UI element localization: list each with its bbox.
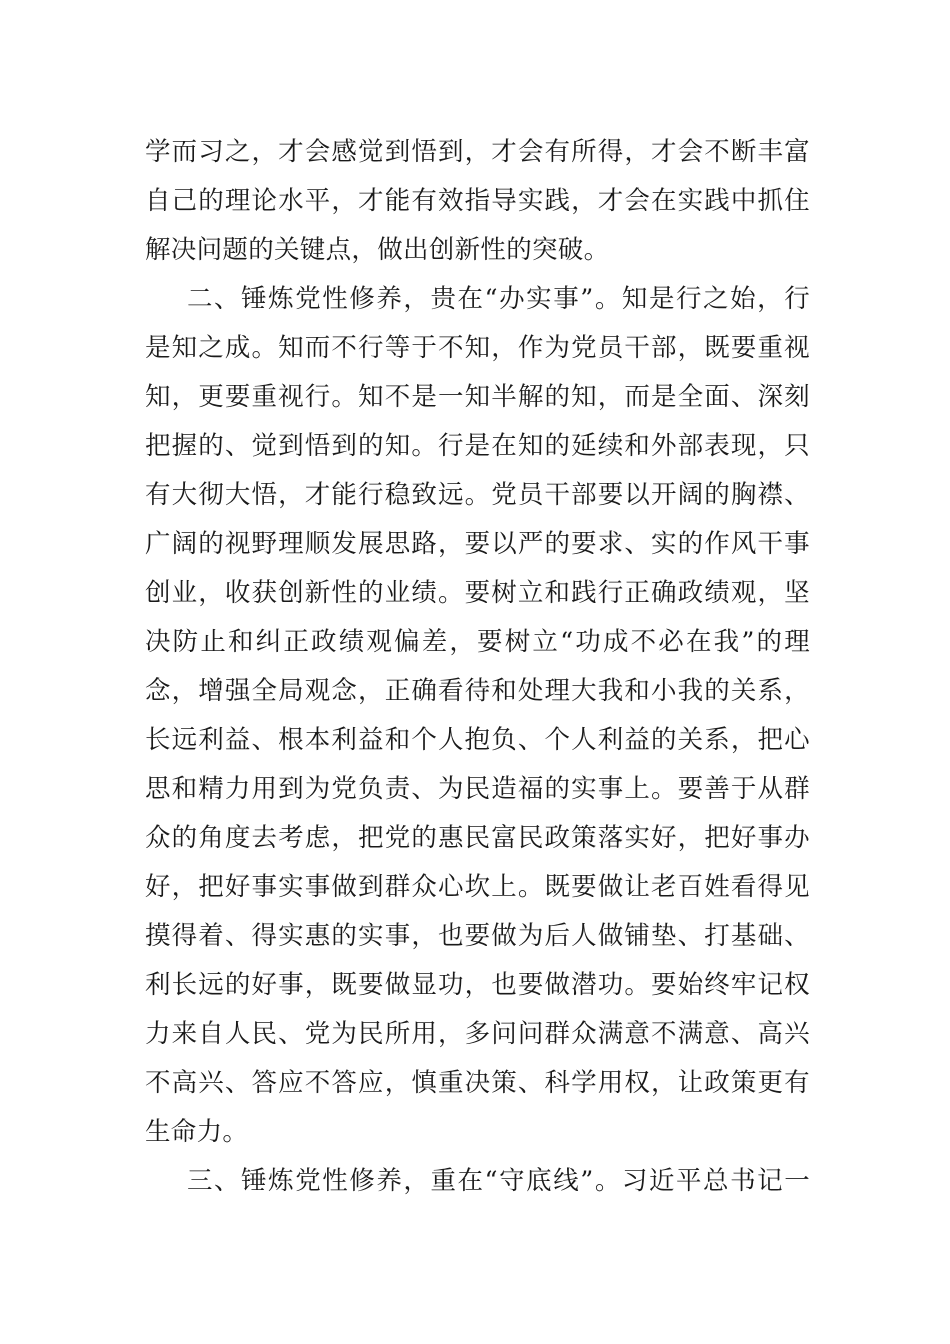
text-line: 三、锤炼党性修养，重在“守底线”。习近平总书记一 <box>187 1166 810 1196</box>
text-line: 摸得着、得实惠的实事，也要做为后人做铺垫、打基础、 <box>145 921 810 951</box>
text-line: 是知之成。知而不行等于不知，作为党员干部，既要重视 <box>145 333 810 363</box>
text-line: 知，更要重视行。知不是一知半解的知，而是全面、深刻 <box>145 382 810 412</box>
text-line: 学而习之，才会感觉到悟到，才会有所得，才会不断丰富 <box>145 137 810 167</box>
text-line: 决防止和纠正政绩观偏差，要树立“功成不必在我”的理 <box>145 627 810 657</box>
text-line: 不高兴、答应不答应，慎重决策、科学用权，让政策更有 <box>145 1068 810 1098</box>
text-line: 好，把好事实事做到群众心坎上。既要做让老百姓看得见 <box>145 872 810 902</box>
text-line: 生命力。 <box>145 1117 249 1147</box>
text-line: 利长远的好事，既要做显功，也要做潜功。要始终牢记权 <box>145 970 810 1000</box>
text-line: 解决问题的关键点，做出创新性的突破。 <box>145 235 610 265</box>
text-line: 有大彻大悟，才能行稳致远。党员干部要以开阔的胸襟、 <box>145 480 810 510</box>
text-line: 广阔的视野理顺发展思路，要以严的要求、实的作风干事 <box>145 529 810 559</box>
text-line: 念，增强全局观念，正确看待和处理大我和小我的关系， <box>145 676 810 706</box>
text-line: 把握的、觉到悟到的知。行是在知的延续和外部表现，只 <box>145 431 810 461</box>
text-line: 众的角度去考虑，把党的惠民富民政策落实好，把好事办 <box>145 823 810 853</box>
body-text <box>145 128 810 1206</box>
text-line: 长远利益、根本利益和个人抱负、个人利益的关系，把心 <box>145 725 810 755</box>
text-line: 二、锤炼党性修养，贵在“办实事”。知是行之始，行 <box>187 284 810 314</box>
text-line: 思和精力用到为党负责、为民造福的实事上。要善于从群 <box>145 774 810 804</box>
text-line: 力来自人民、党为民所用，多问问群众满意不满意、高兴 <box>145 1019 810 1049</box>
text-line: 自己的理论水平，才能有效指导实践，才会在实践中抓住 <box>145 186 810 216</box>
text-line: 创业，收获创新性的业绩。要树立和践行正确政绩观，坚 <box>145 578 810 608</box>
